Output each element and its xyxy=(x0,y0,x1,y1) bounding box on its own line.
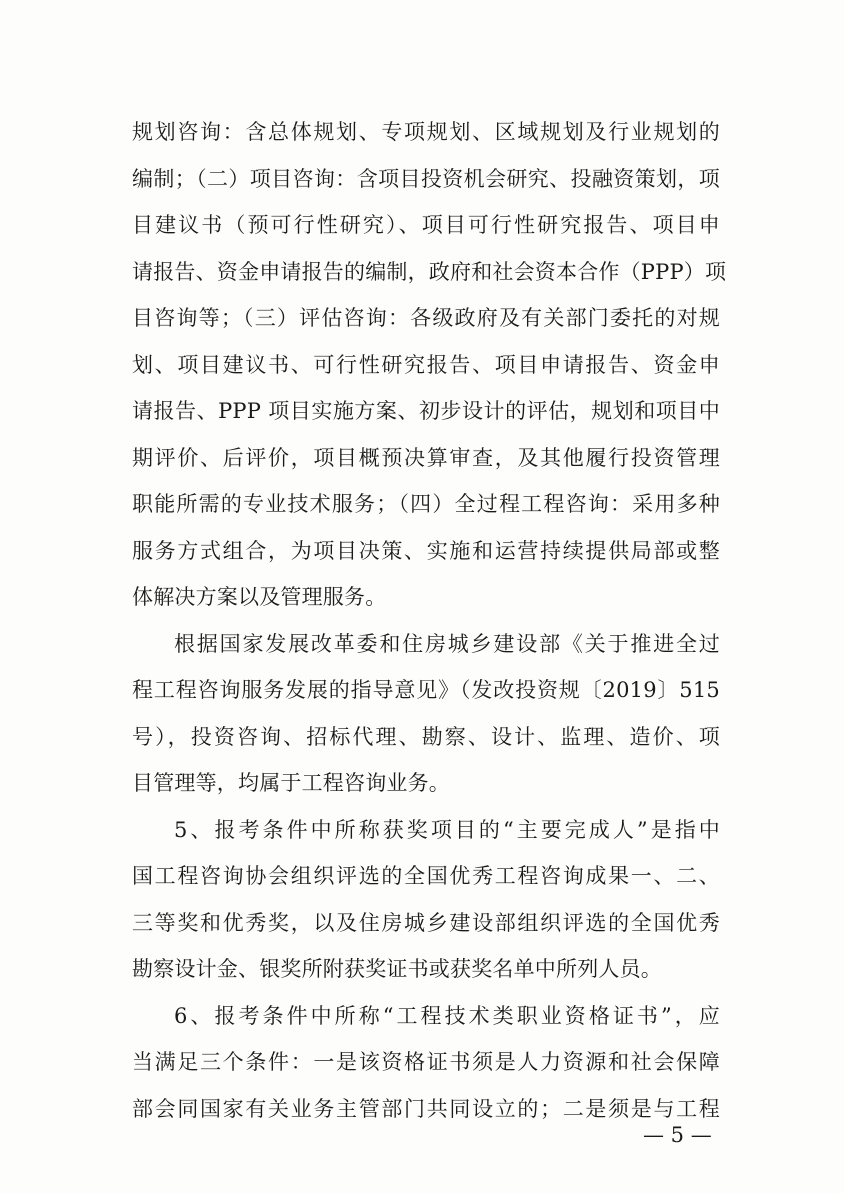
paragraph-start-line: 6、报考条件中所称“工程技术类职业资格证书”，应 xyxy=(174,1003,720,1028)
paragraph-start-line: 5、报考条件中所称获奖项目的“主要完成人”是指中 xyxy=(174,817,720,842)
text-line: 勘察设计金、银奖所附获奖证书或获奖名单中所列人员。 xyxy=(132,957,662,981)
text-line: 当满足三个条件：一是该资格证书须是人力资源和社会保障 xyxy=(132,1050,720,1074)
paragraph-start-line: 根据国家发展改革委和住房城乡建设部《关于推进全过 xyxy=(174,631,720,656)
text-line: 三等奖和优秀奖，以及住房城乡建设部组织评选的全国优秀 xyxy=(132,910,720,935)
text-line: 号），投资咨询、招标代理、勘察、设计、监理、造价、项 xyxy=(132,724,720,749)
text-line: 部会同国家有关业务主管部门共同设立的；二是须是与工程 xyxy=(132,1096,720,1121)
body-text xyxy=(132,109,727,1132)
text-line: 编制；（二）项目咨询：含项目投资机会研究、投融资策划，项 xyxy=(132,166,720,191)
text-line: 划、项目建议书、可行性研究报告、项目申请报告、资金申 xyxy=(132,352,720,377)
text-line: 请报告、资金申请报告的编制，政府和社会资本合作（PPP）项 xyxy=(132,259,727,284)
text-line: 目咨询等；（三）评估咨询：各级政府及有关部门委托的对规 xyxy=(132,306,720,330)
text-line: 期评价、后评价，项目概预决算审查，及其他履行投资管理 xyxy=(132,445,720,470)
text-line: 职能所需的专业技术服务；（四）全过程工程咨询：采用多种 xyxy=(132,492,720,516)
text-line: 规划咨询：含总体规划、专项规划、区域规划及行业规划的 xyxy=(132,120,720,144)
text-line: 目管理等，均属于工程咨询业务。 xyxy=(132,771,450,795)
text-line: 程工程咨询服务发展的指导意见》（发改投资规〔2019〕515 xyxy=(132,678,720,702)
text-line: 体解决方案以及管理服务。 xyxy=(132,585,387,609)
page-number: — 5 — xyxy=(643,1123,712,1147)
text-line: 目建议书（预可行性研究）、项目可行性研究报告、项目申 xyxy=(132,213,720,237)
text-line: 国工程咨询协会组织评选的全国优秀工程咨询成果一、二、 xyxy=(132,864,720,888)
text-line: 请报告、PPP 项目实施方案、初步设计的评估，规划和项目中 xyxy=(132,399,720,423)
text-line: 服务方式组合，为项目决策、实施和运营持续提供局部或整 xyxy=(132,538,720,563)
